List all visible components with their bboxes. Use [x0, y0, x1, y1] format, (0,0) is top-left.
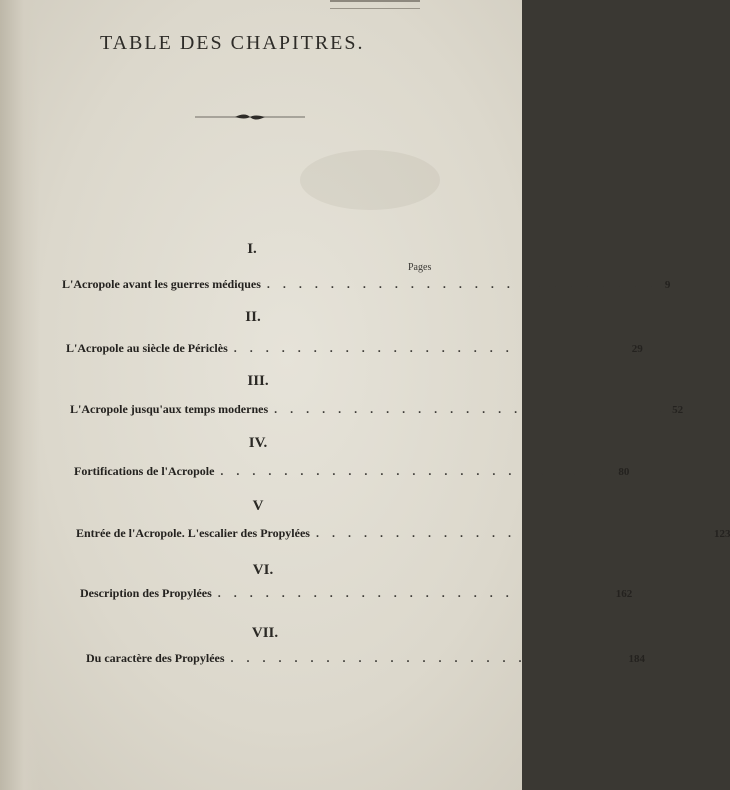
page-number: 123 — [713, 528, 730, 540]
page-number: 29 — [631, 343, 643, 355]
toc-entry[interactable] — [74, 464, 630, 482]
pages-column-label: Pages — [408, 262, 432, 273]
dot-leader: . . . . . . . . . . . . . . . . . . . . . . . . . — [230, 651, 623, 665]
chapter-title: Description des Propylées — [80, 586, 212, 600]
toc-entry[interactable] — [70, 402, 684, 420]
dot-leader: . . . . . . . . . . . . . . . . . . . . . . . . . — [274, 402, 667, 416]
chapter-title: Du caractère des Propylées — [86, 651, 225, 665]
chapter-title: Fortifications de l'Acropole — [74, 464, 215, 478]
chapter-numeral: I. — [247, 241, 257, 257]
page-number: 52 — [672, 404, 684, 416]
dot-leader: . . . . . . . . . . . . . . . . . . . . . . . . . — [217, 586, 610, 600]
paper-stain — [300, 150, 440, 210]
page-number: 80 — [618, 466, 630, 478]
chapter-title: L'Acropole jusqu'aux temps modernes — [70, 402, 269, 416]
chapter-numeral: III. — [247, 373, 269, 389]
toc-entry[interactable] — [66, 341, 643, 359]
page-number: 162 — [615, 588, 633, 600]
fleuron-ornament-icon — [195, 112, 305, 122]
dot-leader: . . . . . . . . . . . . . . . . . . . . . . . . . — [315, 526, 708, 540]
page-number: 9 — [664, 279, 671, 291]
book-spine-shadow — [0, 0, 40, 790]
page-edge — [330, 0, 420, 9]
toc-entry[interactable] — [86, 651, 646, 669]
page-number: 184 — [628, 653, 646, 665]
toc-entry[interactable] — [62, 277, 671, 295]
chapter-numeral: VII. — [251, 625, 279, 641]
toc-entry[interactable] — [80, 586, 633, 604]
dot-leader: . . . . . . . . . . . . . . . . . . . . . . . . . — [233, 341, 626, 355]
dot-leader: . . . . . . . . . . . . . . . . . . . . . . . . . — [266, 277, 659, 291]
chapter-numeral: V — [252, 498, 264, 514]
dot-leader: . . . . . . . . . . . . . . . . . . . . . . . . . — [220, 464, 613, 478]
chapter-numeral: IV. — [248, 435, 268, 451]
chapter-title: Entrée de l'Acropole. L'escalier des Propylées — [76, 526, 310, 540]
page-title: TABLE DES CHAPITRES. — [100, 32, 365, 54]
chapter-title: L'Acropole au siècle de Périclès — [66, 341, 228, 355]
toc-entry[interactable] — [76, 526, 730, 544]
chapter-title: L'Acropole avant les guerres médiques — [62, 277, 261, 291]
chapter-numeral: VI. — [252, 562, 274, 578]
chapter-numeral: II. — [245, 309, 261, 325]
